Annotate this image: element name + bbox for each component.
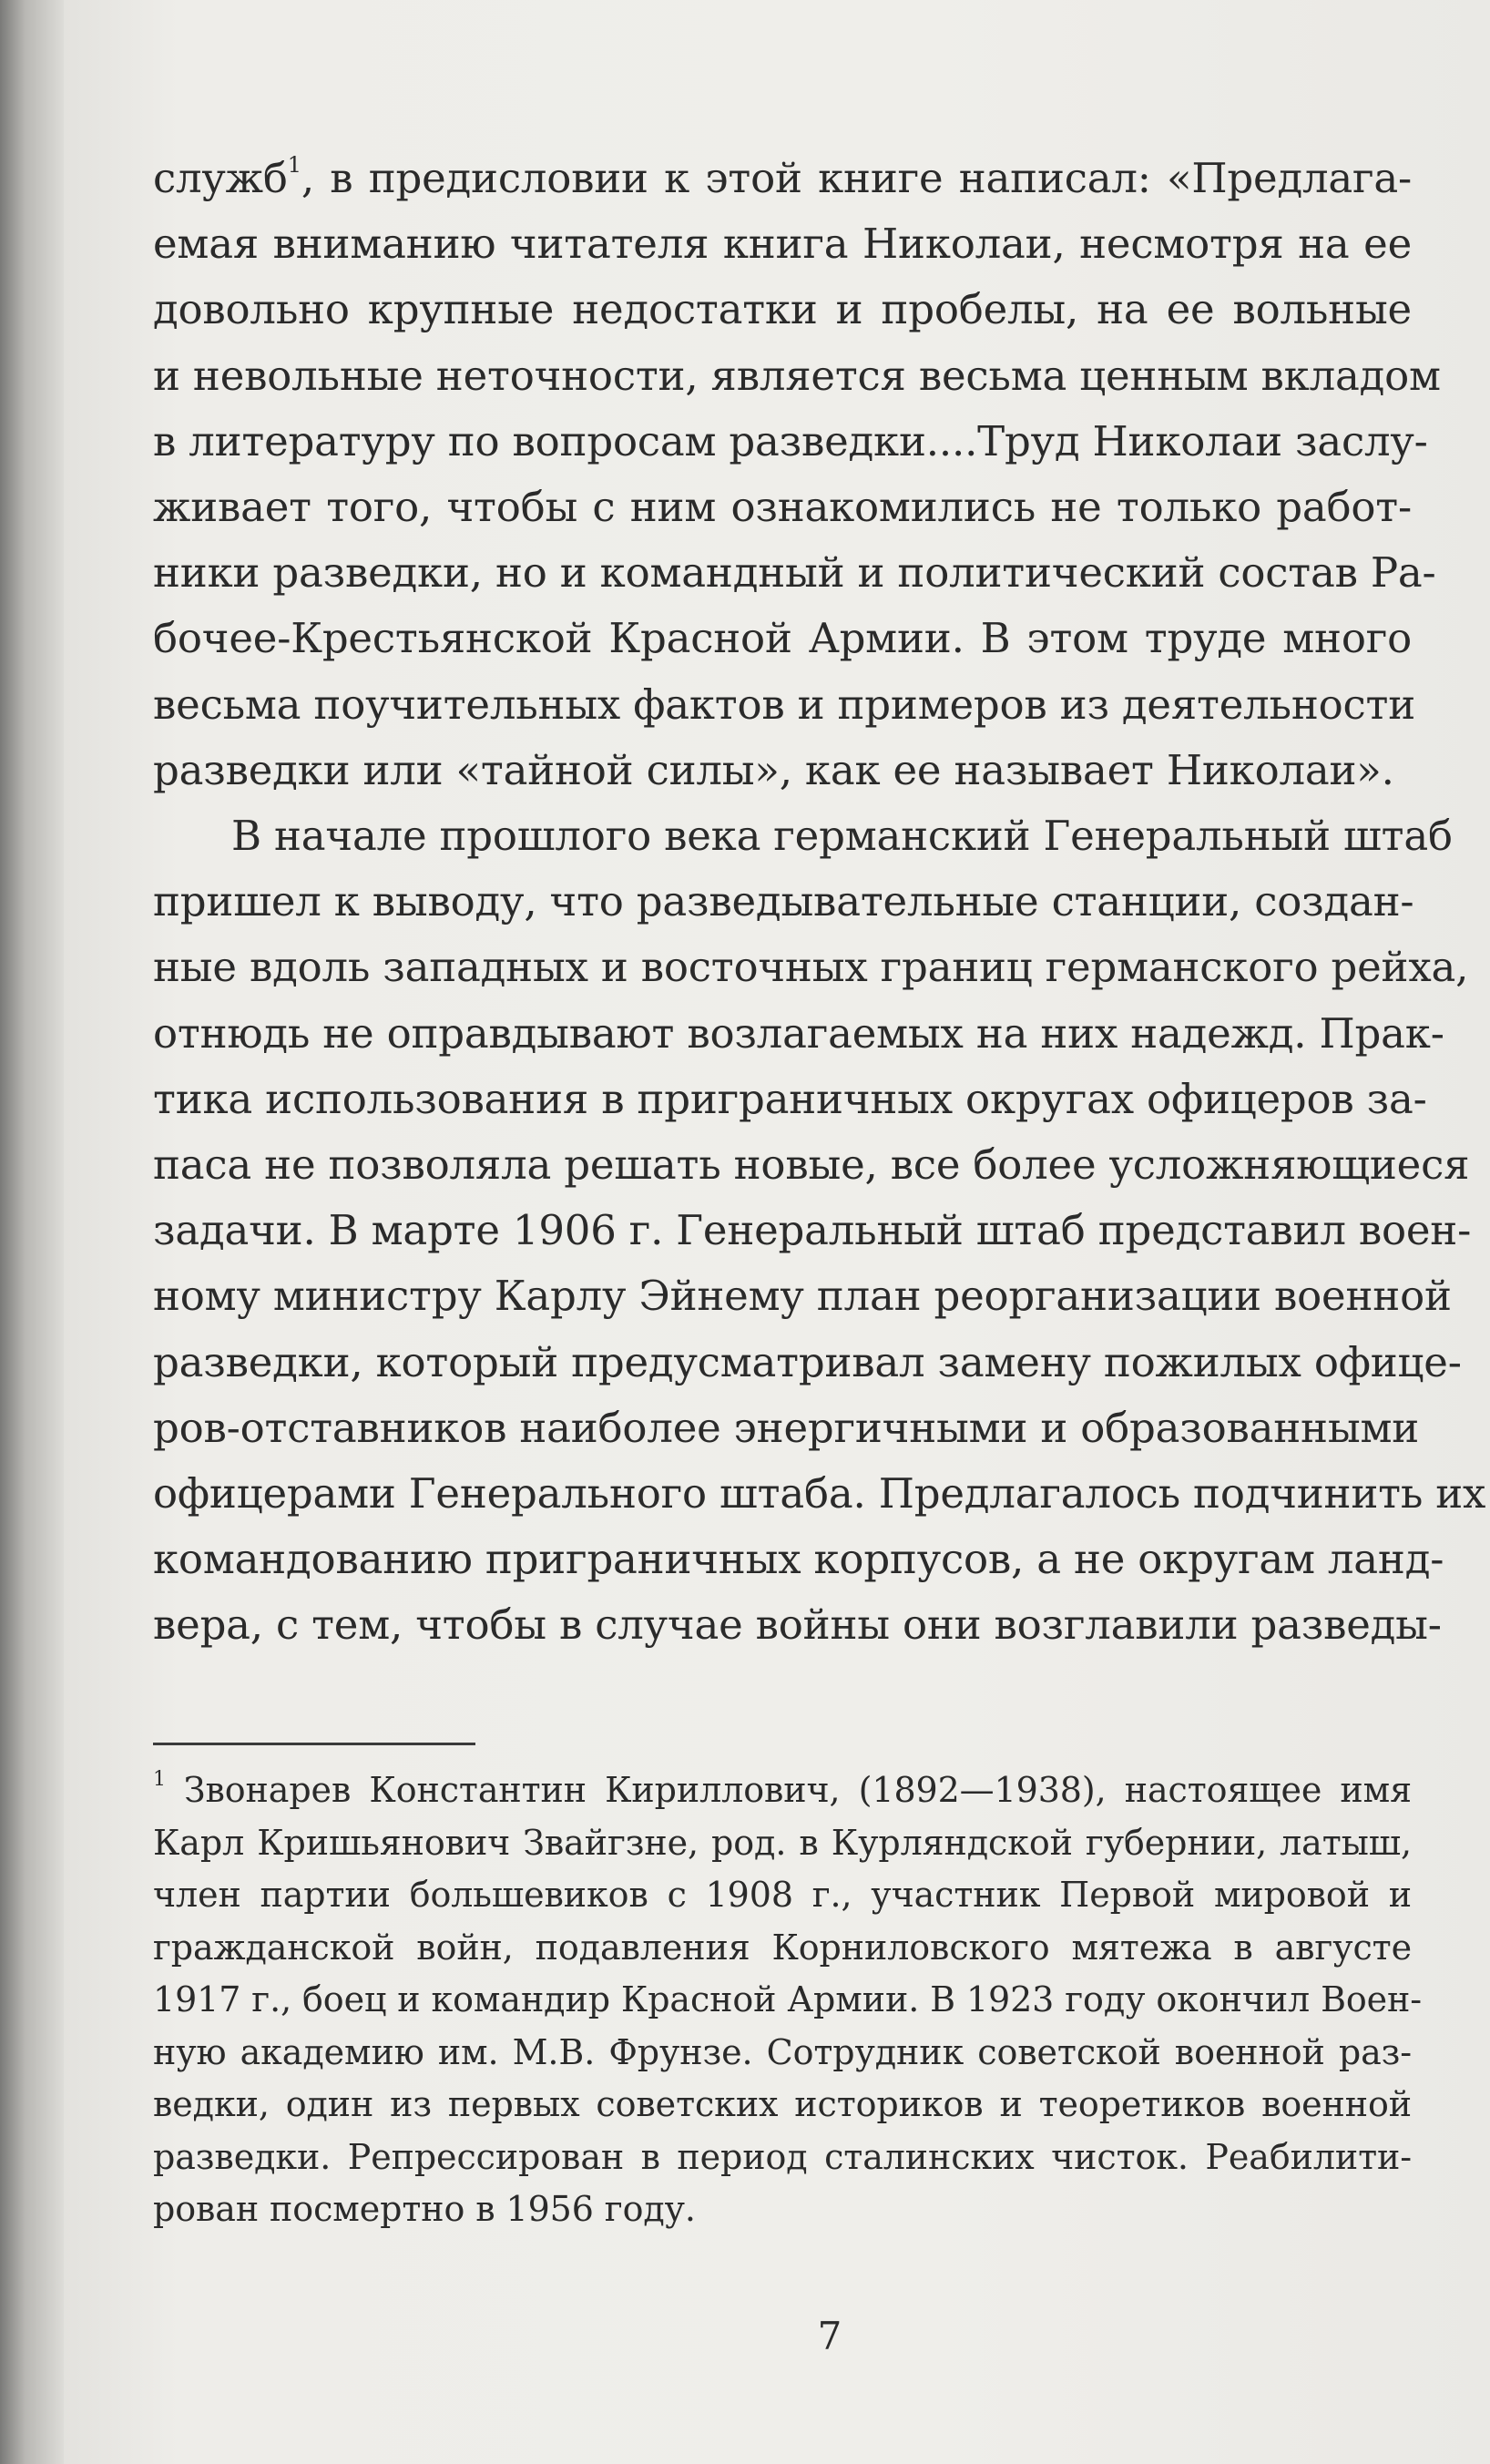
page-number: 7: [817, 2314, 842, 2358]
text-line: ники разведки, но и командный и политический состав Ра-: [153, 548, 1436, 598]
text-line: и невольные неточности, является весьма ценным вкладом: [153, 351, 1441, 400]
text-line: в литературу по вопросам разведки....Труд Николаи заслу-: [153, 416, 1428, 465]
footnote-line: рован посмертно в 1956 году.: [153, 2189, 696, 2229]
book-gutter-shadow: [0, 0, 64, 2464]
text-line: ные вдоль западных и восточных границ германского рейха,: [153, 943, 1469, 992]
footnote-line: $^1$ Звонарев Константин Кириллович, (1892—1938), настоящее имя: [153, 1768, 1412, 1810]
text-line: паса не позволяла решать новые, все более усложняющиеся: [153, 1140, 1470, 1190]
footnote-line: член партии большевиков с 1908 г., участник Первой мировой и: [153, 1875, 1412, 1915]
text-line: офицерами Генерального штаба. Предлагалось подчинить их: [153, 1469, 1486, 1518]
text-line: емая вниманию читателя книга Николаи, несмотря на ее: [153, 220, 1412, 269]
text-line: пришел к выводу, что разведывательные станции, создан-: [153, 877, 1414, 926]
footnote-line: разведки. Репрессирован в период сталинских чисток. Реабилити-: [153, 2136, 1412, 2177]
text-line: довольно крупные недостатки и пробелы, на ее вольные: [153, 285, 1412, 334]
footnote-line: ведки, один из первых советских историков и теоретиков военной: [153, 2084, 1412, 2124]
footnote-divider: [153, 1743, 475, 1745]
text-line: В начале прошлого века германский Генеральный штаб: [231, 812, 1453, 861]
text-line: бочее-Крестьянской Красной Армии. В этом труде много: [153, 614, 1412, 663]
text-line: разведки или «тайной силы», как ее называет Николаи».: [153, 745, 1394, 794]
text-line: тика использования в приграничных округах офицеров за-: [153, 1074, 1427, 1123]
text-line: задачи. В марте 1906 г. Генеральный штаб представил воен-: [153, 1206, 1472, 1255]
text-line: служб$^1$, в предисловии к этой книге написал: «Предлага-: [153, 152, 1412, 202]
footnote-line: ную академию им. М.В. Фрунзе. Сотрудник советской военной раз-: [153, 2031, 1412, 2072]
footnote-reference[interactable]: 1: [287, 152, 301, 178]
book-page: [64, 0, 1490, 2464]
text-line: вера, с тем, чтобы в случае войны они возглавили разведы-: [153, 1600, 1442, 1650]
text-line: весьма поучительных фактов и примеров из деятельности: [153, 680, 1416, 729]
text-line: разведки, который предусматривал замену пожилых офице-: [153, 1337, 1462, 1386]
text-line: ному министру Карлу Эйнему план реорганизации военной: [153, 1272, 1452, 1321]
text-line: ров-отставников наиболее энергичными и образованными: [153, 1403, 1420, 1452]
text-line: отнюдь не оправдывают возлагаемых на них надежд. Прак-: [153, 1008, 1444, 1058]
main-text-body: [153, 146, 1486, 1659]
text-line: командованию приграничных корпусов, а не округам ланд-: [153, 1535, 1444, 1584]
footnote-line: Карл Кришьянович Звайгзне, род. в Курляндской губернии, латыш,: [153, 1822, 1412, 1863]
footnote-block: [153, 1764, 1423, 2236]
footnote-line: гражданской войн, подавления Корниловского мятежа в августе: [153, 1927, 1412, 1968]
text-line: живает того, чтобы с ним ознакомились не только работ-: [153, 483, 1412, 532]
footnote-line: 1917 г., боец и командир Красной Армии. В 1923 году окончил Воен-: [153, 1979, 1423, 2019]
footnote-marker: 1: [153, 1768, 166, 1791]
